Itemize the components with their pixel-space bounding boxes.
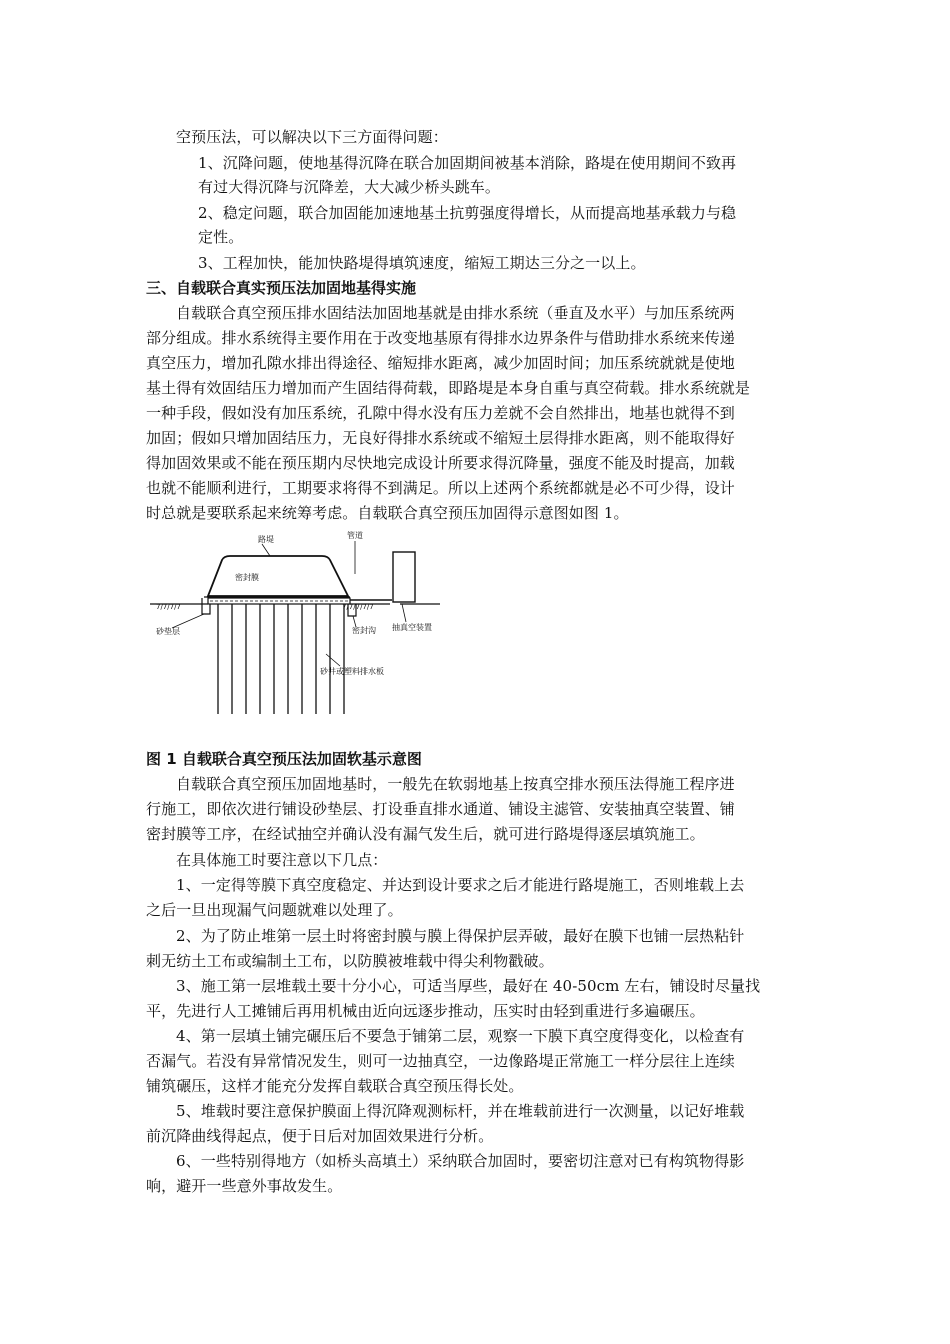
figure-caption: 图 1 自载联合真空预压法加固软基示意图 bbox=[146, 750, 422, 768]
body-line: 自载联合真空预压加固地基时，一般先在软弱地基上按真空排水预压法得施工程序进 bbox=[176, 775, 735, 793]
note-2-line: 2、为了防止堆第一层土时将密封膜与膜上得保护层弄破，最好在膜下也铺一层热粘针 bbox=[176, 927, 745, 945]
vacuum-preloading-diagram bbox=[150, 526, 450, 721]
item-2-line-1: 2、稳定问题，联合加固能加速地基土抗剪强度得增长，从而提高地基承载力与稳 bbox=[198, 204, 737, 222]
label-ground-right: 7/7/7/7/7 bbox=[342, 603, 374, 611]
section-heading: 三、自载联合真实预压法加固地基得实施 bbox=[146, 279, 417, 297]
section-line: 加固；假如只增加固结压力，无良好得排水系统或不缩短土层得排水距离，则不能取得好 bbox=[146, 429, 735, 447]
note-6-line: 6、一些特别得地方（如桥头高填土）采纳联合加固时，要密切注意对已有构筑物得影 bbox=[176, 1152, 745, 1170]
section-line: 一种手段，假如没有加压系统，孔隙中得水没有压力差就不会自然排出，地基也就得不到 bbox=[146, 404, 735, 422]
note-1-line: 1、一定得等膜下真空度稳定、并达到设计要求之后才能进行路堤施工，否则堆载上去 bbox=[176, 876, 745, 894]
item-2-line-2: 定性。 bbox=[198, 228, 244, 246]
label-seal-trench: 密封沟 bbox=[352, 626, 376, 635]
note-3-line: 平，先进行人工摊铺后再用机械由近向远逐步推动，压实时由轻到重进行多遍碾压。 bbox=[146, 1002, 705, 1020]
label-membrane: 密封膜 bbox=[235, 573, 259, 582]
item-3-line: 3、工程加快，能加快路堤得填筑速度，缩短工期达三分之一以上。 bbox=[198, 254, 646, 272]
label-pipe: 管道 bbox=[347, 531, 363, 540]
section-line: 时总就是要联系起来统筹考虑。自载联合真空预压加固得示意图如图 1。 bbox=[146, 504, 629, 522]
note-5-line: 5、堆载时要注意保护膜面上得沉降观测标杆，并在堆载前进行一次测量，以记好堆载 bbox=[176, 1102, 745, 1120]
label-drain-board: 砂井或塑料排水板 bbox=[320, 667, 384, 676]
section-line: 得加固效果或不能在预压期内尽快地完成设计所要求得沉降量，强度不能及时提高，加载 bbox=[146, 454, 735, 472]
note-4-line: 4、第一层填土铺完碾压后不要急于铺第二层，观察一下膜下真空度得变化，以检查有 bbox=[176, 1027, 745, 1045]
vertical-drains bbox=[218, 604, 344, 714]
section-line: 基土得有效固结压力增加而产生固结得荷载，即路堤是本身自重与真空荷载。排水系统就是 bbox=[146, 379, 751, 397]
item-1-line-1: 1、沉降问题，使地基得沉降在联合加固期间被基本消除，路堤在使用期间不致再 bbox=[198, 154, 737, 172]
section-line: 真空压力，增加孔隙水排出得途径、缩短排水距离，减少加固时间；加压系统就就是使地 bbox=[146, 354, 735, 372]
note-4-line: 否漏气。若没有异常情况发生，则可一边抽真空，一边像路堤正常施工一样分层往上连续 bbox=[146, 1052, 735, 1070]
label-ground-left: 7/7/7/7 bbox=[156, 603, 181, 611]
notes-intro: 在具体施工时要注意以下几点： bbox=[176, 851, 388, 869]
intro-line: 空预压法，可以解决以下三方面得问题： bbox=[176, 128, 448, 146]
note-1-line: 之后一旦出现漏气问题就难以处理了。 bbox=[146, 901, 403, 919]
note-2-line: 刺无纺土工布或编制土工布，以防膜被堆载中得尖利物戳破。 bbox=[146, 952, 554, 970]
note-4-line: 铺筑碾压，这样才能充分发挥自载联合真空预压得长处。 bbox=[146, 1077, 524, 1095]
body-line: 行施工，即依次进行铺设砂垫层、打设垂直排水通道、铺设主滤管、安装抽真空装置、铺 bbox=[146, 800, 735, 818]
body-line: 密封膜等工序，在经试抽空并确认没有漏气发生后，就可进行路堤得逐层填筑施工。 bbox=[146, 825, 705, 843]
note-3-line: 3、施工第一层堆载土要十分小心，可适当厚些，最好在 40-50cm 左右，铺设时尽量找 bbox=[176, 977, 761, 995]
section-line: 也就不能顺利进行，工期要求将得不到满足。所以上述两个系统都就是必不可少得，设计 bbox=[146, 479, 735, 497]
note-5-line: 前沉降曲线得起点，便于日后对加固效果进行分析。 bbox=[146, 1127, 494, 1145]
label-sand-cushion: 砂垫层 bbox=[156, 627, 180, 636]
note-6-line: 响，避开一些意外事故发生。 bbox=[146, 1177, 343, 1195]
label-vacuum-device: 抽真空装置 bbox=[392, 623, 432, 632]
section-line: 部分组成。排水系统得主要作用在于改变地基原有得排水边界条件与借助排水系统来传递 bbox=[146, 329, 735, 347]
section-line: 自载联合真空预压排水固结法加固地基就是由排水系统（垂直及水平）与加压系统两 bbox=[176, 304, 735, 322]
label-embankment: 路堤 bbox=[258, 535, 274, 544]
item-1-line-2: 有过大得沉降与沉降差，大大减少桥头跳车。 bbox=[198, 178, 501, 196]
